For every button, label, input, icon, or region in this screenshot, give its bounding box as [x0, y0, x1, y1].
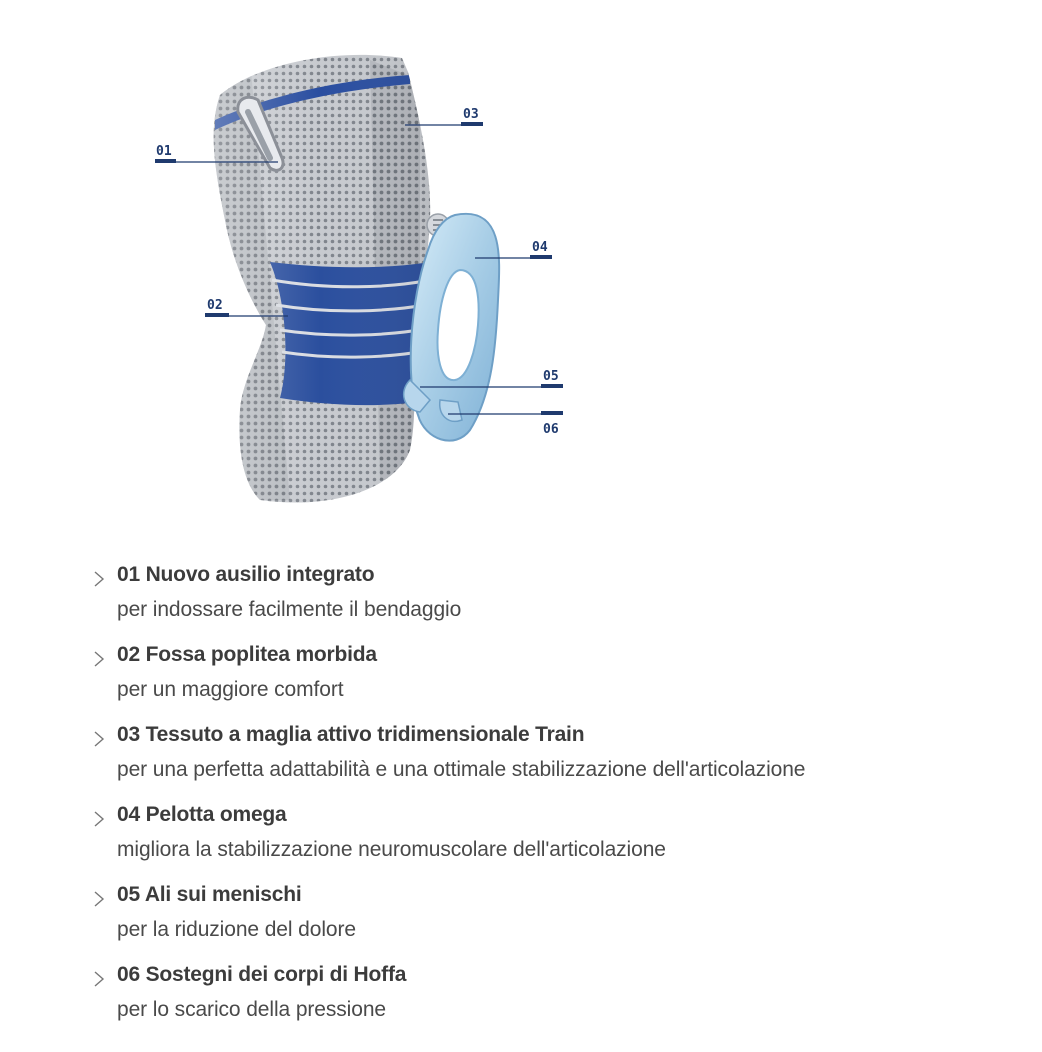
callout-06: 06	[543, 422, 559, 437]
chevron-right-icon	[92, 810, 106, 828]
feature-item-02[interactable]	[90, 640, 1010, 720]
feature-item-05[interactable]	[90, 880, 1010, 960]
chevron-right-icon	[92, 730, 106, 748]
chevron-right-icon	[92, 970, 106, 988]
chevron-right-icon	[92, 650, 106, 668]
feature-title: 05 Ali sui menischi	[117, 883, 302, 906]
feature-title: 02 Fossa poplitea morbida	[117, 643, 377, 666]
callout-03: 03	[463, 107, 479, 122]
feature-description: per indossare facilmente il bendaggio	[117, 598, 462, 621]
callout-05: 05	[543, 369, 559, 384]
chevron-right-icon	[92, 570, 106, 588]
chevron-right-icon	[92, 890, 106, 908]
feature-title: 04 Pelotta omega	[117, 803, 287, 826]
feature-item-06[interactable]	[90, 960, 1010, 1040]
feature-description: per una perfetta adattabilità e una ottimale stabilizzazione dell'articolazione	[117, 758, 806, 781]
feature-item-03[interactable]	[90, 720, 1010, 800]
feature-title: 03 Tessuto a maglia attivo tridimensionale Train	[117, 723, 585, 746]
brace-body	[180, 40, 460, 520]
feature-item-04[interactable]	[90, 800, 1010, 880]
feature-title: 06 Sostegni dei corpi di Hoffa	[117, 963, 407, 986]
feature-description: per un maggiore comfort	[117, 678, 344, 701]
feature-description: per la riduzione del dolore	[117, 918, 356, 941]
feature-item-01[interactable]	[90, 560, 1010, 640]
callout-01: 01	[156, 144, 172, 159]
callout-04: 04	[532, 240, 548, 255]
feature-list	[90, 560, 1010, 1040]
feature-description: migliora la stabilizzazione neuromuscolare dell'articolazione	[117, 838, 666, 861]
callout-02: 02	[207, 298, 223, 313]
feature-description: per lo scarico della pressione	[117, 998, 386, 1021]
feature-title: 01 Nuovo ausilio integrato	[117, 563, 375, 586]
